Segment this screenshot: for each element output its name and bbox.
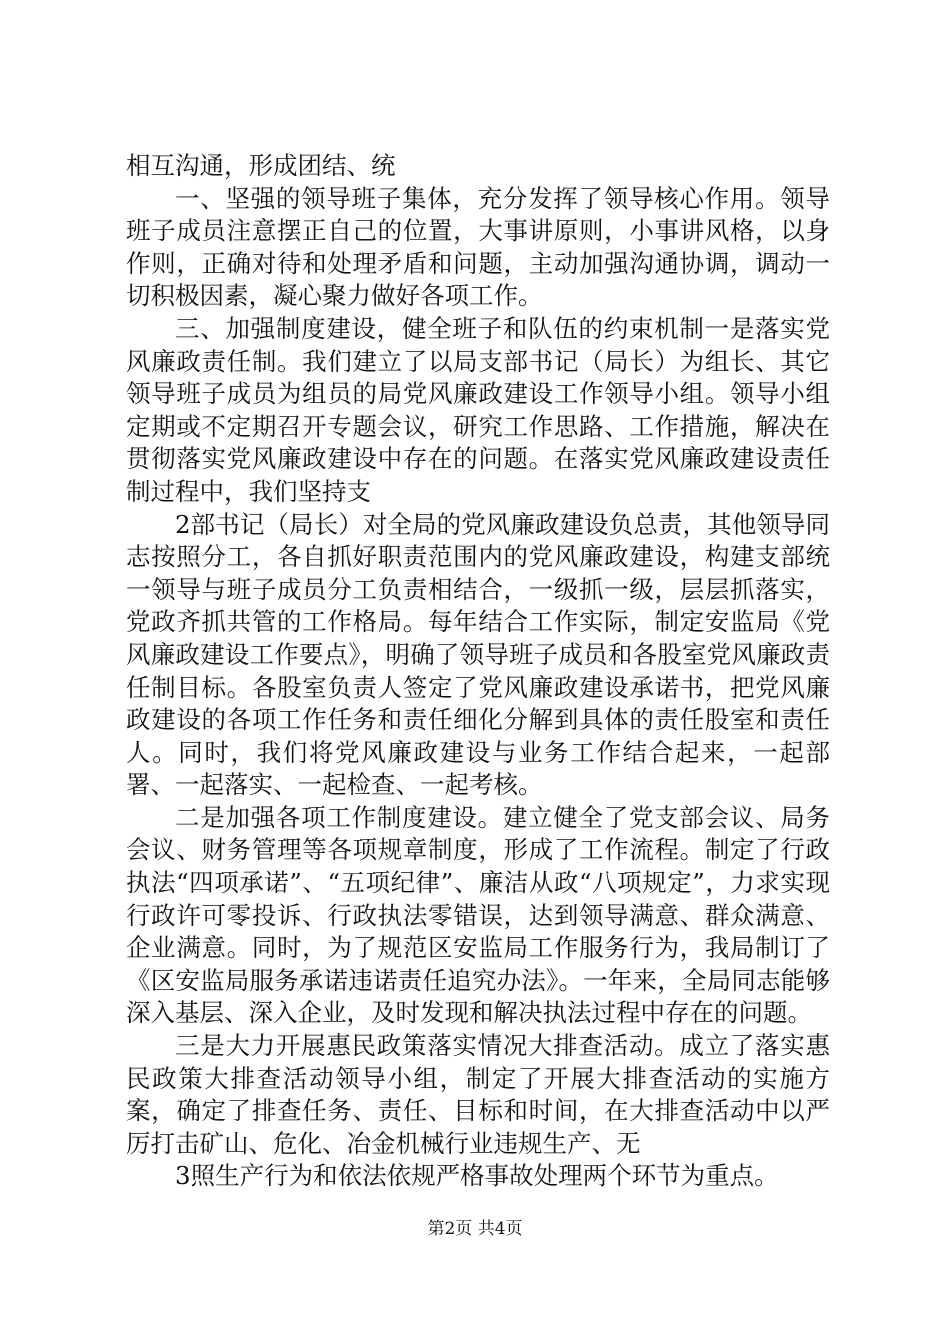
paragraph-3: 三、加强制度建设，健全班子和队伍的约束机制一是落实党风廉政责任制。我们建立了以局支部书记（局长）为组长、其它领导班子成员为组员的局党风廉政建设工作领导小组。领导小组定期或不定期召开专题会议，研究工作思路、工作措施，解决在贯彻落实党风廉政建设中存在的问题。在落实党风廉政建设责任制过程中，我们坚持支 <box>126 313 830 506</box>
page-number-footer: 第2页 共4页 <box>427 1219 523 1239</box>
paragraph-5: 二是加强各项工作制度建设。建立健全了党支部会议、局务会议、财务管理等各项规章制度，形成了工作流程。制定了行政执法“四项承诺”、“五项纪律”、廉洁从政“八项规定”，力求实现行政许可零投诉、行政执法零错误，达到领导满意、群众满意、企业满意。同时，为了规范区安监局工作服务行为，我局制订了《区安监局服务承诺违诺责任追究办法》。一年来，全局同志能够深入基层、深入企业，及时发现和解决执法过程中存在的问题。 <box>126 802 830 1028</box>
paragraph-2: 一、坚强的领导班子集体，充分发挥了领导核心作用。领导班子成员注意摆正自己的位置，大事讲原则，小事讲风格，以身作则，正确对待和处理矛盾和问题，主动加强沟通协调，调动一切积极因素，凝心聚力做好各项工作。 <box>126 183 830 311</box>
paragraph-4: 2部书记（局长）对全局的党风廉政建设负总责，其他领导同志按照分工，各自抓好职责范围内的党风廉政建设，构建支部统一领导与班子成员分工负责相结合，一级抓一级，层层抓落实，党政齐抓共管的工作格局。每年结合工作实际，制定安监局《党风廉政建设工作要点》，明确了领导班子成员和各股室党风廉政责任制目标。各股室负责人签定了党风廉政建设承诺书，把党风廉政建设的各项工作任务和责任细化分解到具体的责任股室和责任人。同时，我们将党风廉政建设与业务工作结合起来，一起部署、一起落实、一起检查、一起考核。 <box>126 509 830 800</box>
paragraph-7: 3照生产行为和依法依规严格事故处理两个环节为重点。 <box>175 1161 779 1191</box>
document-body <box>126 150 830 1193</box>
paragraph-1: 相互沟通，形成团结、统 <box>126 151 396 180</box>
paragraph-6: 三是大力开展惠民政策落实情况大排查活动。成立了落实惠民政策大排查活动领导小组，制定了开展大排查活动的实施方案，确定了排查任务、责任、目标和时间，在大排查活动中以严厉打击矿山、危化、冶金机械行业违规生产、无 <box>126 1031 830 1158</box>
